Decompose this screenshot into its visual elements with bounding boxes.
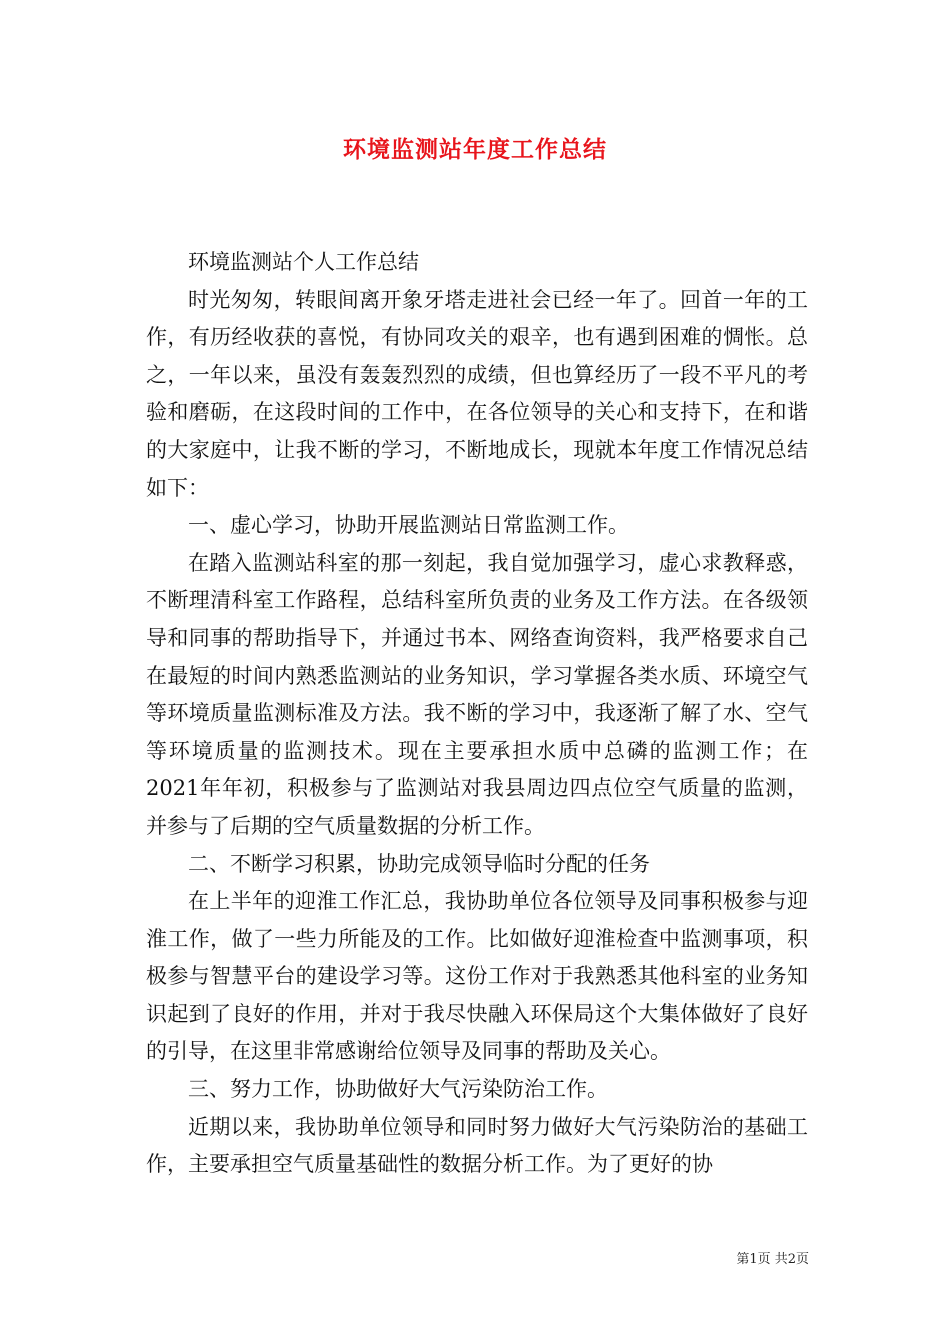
section-heading-3: 三、努力工作，协助做好大气污染防治工作。 <box>188 1077 608 1102</box>
paragraph-intro: 时光匆匆，转眼间离开象牙塔走进社会已经一年了。回首一年的工作，有历经收获的喜悦，有协同攻关的艰辛，也有遇到困难的惆怅。总之，一年以来，虽没有轰轰烈烈的成绩，但也算经历了一段不平凡的考验和磨砺，在这段时间的工作中，在各位领导的关心和支持下，在和谐的大家庭中，让我不断的学习，不断地成长，现就本年度工作情况总结如下： <box>146 287 808 500</box>
document-body <box>146 244 808 1184</box>
section-heading-1: 一、虚心学习，协助开展监测站日常监测工作。 <box>188 513 629 538</box>
paragraph-section-2: 在上半年的迎淮工作汇总，我协助单位各位领导及同事积极参与迎淮工作，做了一些力所能及的工作。比如做好迎淮检查中监测事项，积极参与智慧平台的建设学习等。这份工作对于我熟悉其他科室的业务知识起到了良好的作用，并对于我尽快融入环保局这个大集体做好了良好的引导，在这里非常感谢给位领导及同事的帮助及关心。 <box>146 889 808 1064</box>
paragraph-subtitle: 环境监测站个人工作总结 <box>188 250 419 274</box>
paragraph-section-1: 在踏入监测站科室的那一刻起，我自觉加强学习，虚心求教释惑，不断理清科室工作路程，总结科室所负责的业务及工作方法。在各级领导和同事的帮助指导下，并通过书本、网络查询资料，我严格要求自己在最短的时间内熟悉监测站的业务知识，学习掌握各类水质、环境空气等环境质量监测标准及方法。我不断的学习中，我逐渐了解了水、空气等环境质量的监测技术。现在主要承担水质中总磷的监测工作；在2021年年初，积极参与了监测站对我县周边四点位空气质量的监测，并参与了后期的空气质量数据的分析工作。 <box>146 550 808 838</box>
section-heading-2: 二、不断学习积累，协助完成领导临时分配的任务 <box>188 851 650 876</box>
page-number: 第1页 共2页 <box>736 1252 809 1267</box>
document-title: 环境监测站年度工作总结 <box>343 136 607 163</box>
paragraph-section-3: 近期以来，我协助单位领导和同时努力做好大气污染防治的基础工作，主要承担空气质量基础性的数据分析工作。为了更好的协 <box>146 1114 808 1177</box>
